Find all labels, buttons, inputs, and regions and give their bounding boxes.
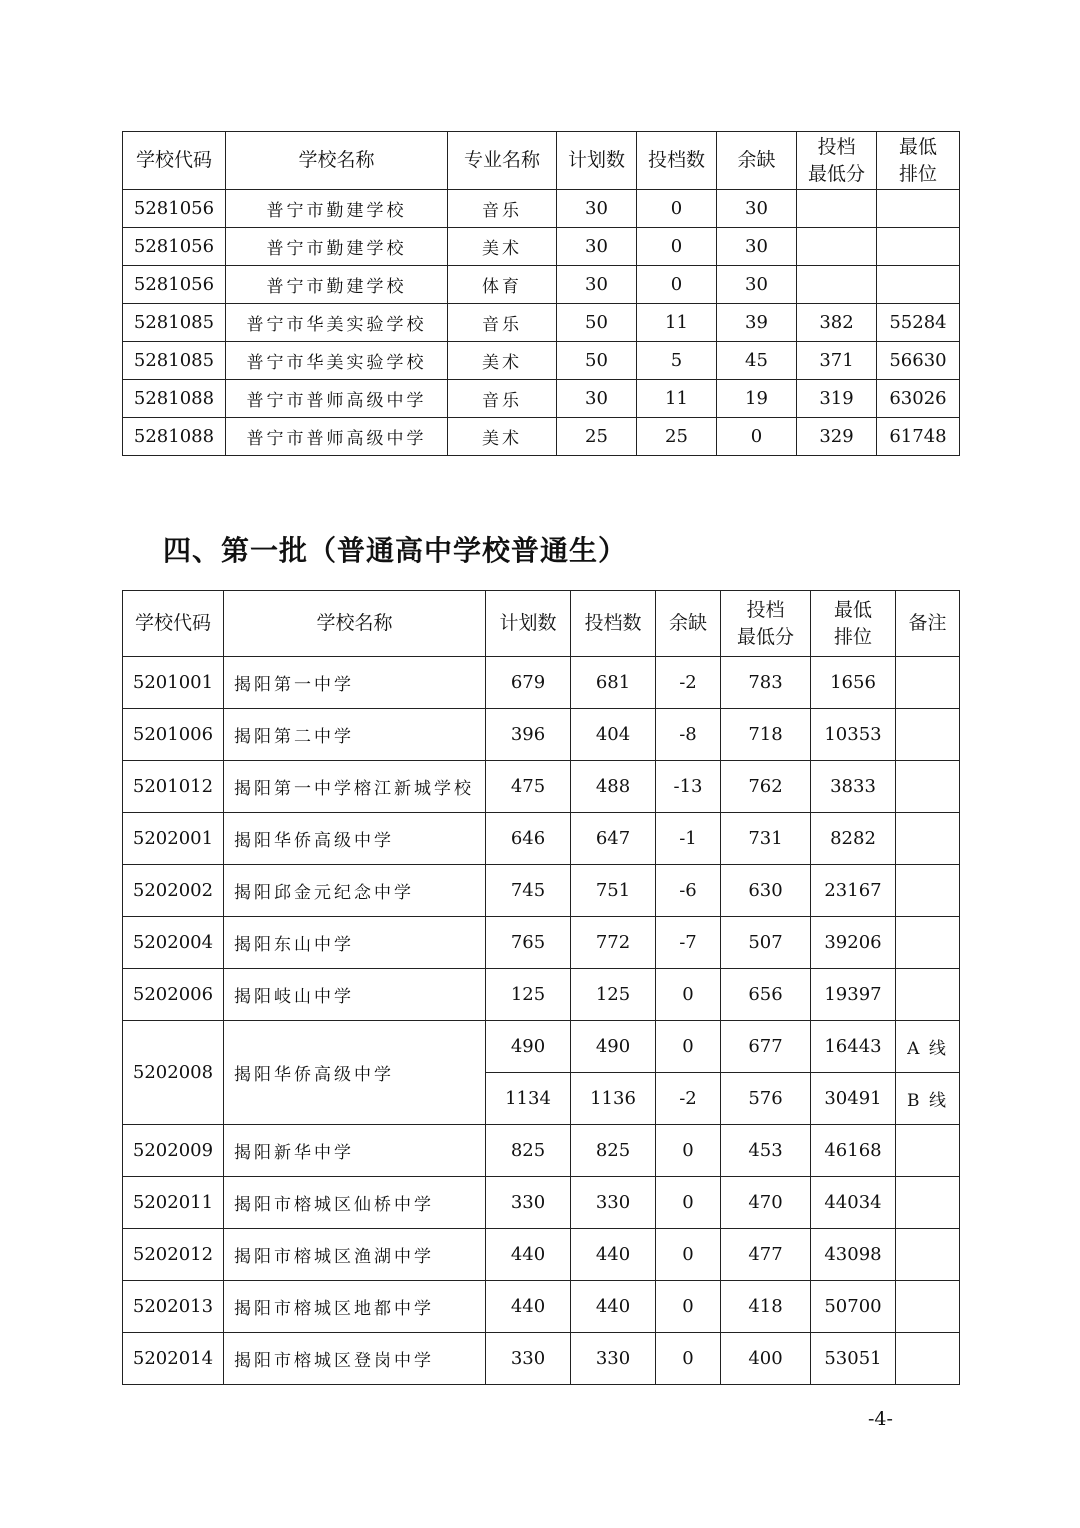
school-name-cell: 普宁市勤建学校 xyxy=(226,266,448,304)
note-cell xyxy=(896,709,960,761)
admitted-count-cell: 1136 xyxy=(571,1073,656,1125)
min-score-cell: 576 xyxy=(721,1073,811,1125)
min-score-cell: 677 xyxy=(721,1021,811,1073)
table-row xyxy=(123,969,960,1021)
plan-count-cell: 679 xyxy=(486,657,571,709)
min-score-cell: 630 xyxy=(721,865,811,917)
school-code-cell: 5202006 xyxy=(123,969,224,1021)
table-header-row xyxy=(123,591,960,657)
table-row xyxy=(123,813,960,865)
min-score-cell: 329 xyxy=(797,418,877,456)
table-row xyxy=(123,1281,960,1333)
plan-count-cell: 440 xyxy=(486,1229,571,1281)
plan-count-cell: 490 xyxy=(486,1021,571,1073)
min-score-cell: 783 xyxy=(721,657,811,709)
school-name-cell: 揭阳市榕城区地都中学 xyxy=(224,1281,486,1333)
min-score-cell xyxy=(797,266,877,304)
school-name-cell: 揭阳市榕城区登岗中学 xyxy=(224,1333,486,1385)
min-rank-cell: 50700 xyxy=(811,1281,896,1333)
major-name-cell: 美术 xyxy=(448,228,557,266)
major-name-cell: 美术 xyxy=(448,342,557,380)
min-score-cell: 418 xyxy=(721,1281,811,1333)
school-name-cell: 揭阳第二中学 xyxy=(224,709,486,761)
admitted-count-cell: 25 xyxy=(637,418,717,456)
gap-cell: 0 xyxy=(717,418,797,456)
note-cell xyxy=(896,657,960,709)
admitted-count-cell: 404 xyxy=(571,709,656,761)
school-name-cell: 普宁市华美实验学校 xyxy=(226,304,448,342)
school-code-cell: 5201012 xyxy=(123,761,224,813)
table-row xyxy=(123,342,960,380)
plan-count-cell: 25 xyxy=(557,418,637,456)
note-cell xyxy=(896,1281,960,1333)
school-code-cell: 5202013 xyxy=(123,1281,224,1333)
gap-cell: 0 xyxy=(656,1229,721,1281)
section-title: 四、第一批（普通高中学校普通生） xyxy=(163,534,628,567)
min-rank-cell: 56630 xyxy=(877,342,960,380)
school-code-cell: 5202014 xyxy=(123,1333,224,1385)
admitted-count-cell: 440 xyxy=(571,1229,656,1281)
table-row xyxy=(123,917,960,969)
gap-cell: 0 xyxy=(656,1281,721,1333)
major-name-cell: 音乐 xyxy=(448,190,557,228)
col-min-rank-line2: 排位 xyxy=(833,625,872,648)
admitted-count-cell: 0 xyxy=(637,190,717,228)
plan-count-cell: 50 xyxy=(557,342,637,380)
min-rank-cell: 55284 xyxy=(877,304,960,342)
min-score-cell: 656 xyxy=(721,969,811,1021)
school-code-cell: 5202001 xyxy=(123,813,224,865)
col-min-rank-line1: 最低 xyxy=(833,598,872,621)
school-name-cell: 揭阳第一中学 xyxy=(224,657,486,709)
min-rank-cell: 53051 xyxy=(811,1333,896,1385)
min-score-cell: 731 xyxy=(721,813,811,865)
school-name-cell: 揭阳华侨高级中学 xyxy=(224,813,486,865)
plan-count-cell: 30 xyxy=(557,228,637,266)
col-min-score-line2: 最低分 xyxy=(736,625,794,648)
min-score-cell: 319 xyxy=(797,380,877,418)
note-cell xyxy=(896,1229,960,1281)
min-rank-cell: 16443 xyxy=(811,1021,896,1073)
col-min-rank xyxy=(811,591,896,657)
plan-count-cell: 440 xyxy=(486,1281,571,1333)
col-min-rank-line1: 最低 xyxy=(898,135,937,158)
school-name-cell: 揭阳华侨高级中学 xyxy=(224,1021,486,1125)
plan-count-cell: 745 xyxy=(486,865,571,917)
gap-cell: -13 xyxy=(656,761,721,813)
gap-cell: -2 xyxy=(656,657,721,709)
note-cell: B 线 xyxy=(896,1073,960,1125)
major-name-cell: 音乐 xyxy=(448,304,557,342)
table-row xyxy=(123,1177,960,1229)
school-code-cell: 5281085 xyxy=(123,342,226,380)
col-min-rank xyxy=(877,132,960,190)
min-score-cell: 382 xyxy=(797,304,877,342)
plan-count-cell: 1134 xyxy=(486,1073,571,1125)
admitted-count-cell: 825 xyxy=(571,1125,656,1177)
school-code-cell: 5281056 xyxy=(123,228,226,266)
school-name-cell: 揭阳第一中学榕江新城学校 xyxy=(224,761,486,813)
gap-cell: 0 xyxy=(656,969,721,1021)
note-cell xyxy=(896,917,960,969)
admitted-count-cell: 0 xyxy=(637,266,717,304)
table-row xyxy=(123,380,960,418)
note-cell xyxy=(896,865,960,917)
school-name-cell: 普宁市普师高级中学 xyxy=(226,380,448,418)
min-rank-cell: 46168 xyxy=(811,1125,896,1177)
gap-cell: 30 xyxy=(717,190,797,228)
admitted-count-cell: 11 xyxy=(637,380,717,418)
admitted-count-cell: 125 xyxy=(571,969,656,1021)
col-admitted-count: 投档数 xyxy=(637,132,717,190)
min-rank-cell: 19397 xyxy=(811,969,896,1021)
table-row xyxy=(123,1125,960,1177)
school-code-cell: 5281085 xyxy=(123,304,226,342)
col-min-score-line1: 投档 xyxy=(817,135,856,158)
admitted-count-cell: 440 xyxy=(571,1281,656,1333)
major-name-cell: 美术 xyxy=(448,418,557,456)
note-cell xyxy=(896,1333,960,1385)
col-plan-count: 计划数 xyxy=(557,132,637,190)
min-rank-cell: 43098 xyxy=(811,1229,896,1281)
table-row xyxy=(123,657,960,709)
school-name-cell: 普宁市华美实验学校 xyxy=(226,342,448,380)
min-score-cell: 507 xyxy=(721,917,811,969)
col-school-code: 学校代码 xyxy=(123,132,226,190)
admitted-count-cell: 647 xyxy=(571,813,656,865)
school-code-cell: 5202008 xyxy=(123,1021,224,1125)
plan-count-cell: 330 xyxy=(486,1177,571,1229)
col-note: 备注 xyxy=(896,591,960,657)
min-rank-cell xyxy=(877,228,960,266)
school-code-cell: 5201001 xyxy=(123,657,224,709)
min-rank-cell: 39206 xyxy=(811,917,896,969)
note-cell xyxy=(896,813,960,865)
plan-count-cell: 330 xyxy=(486,1333,571,1385)
min-score-cell: 453 xyxy=(721,1125,811,1177)
plan-count-cell: 396 xyxy=(486,709,571,761)
plan-count-cell: 475 xyxy=(486,761,571,813)
gap-cell: 0 xyxy=(656,1333,721,1385)
school-code-cell: 5281088 xyxy=(123,418,226,456)
school-name-cell: 揭阳市榕城区渔湖中学 xyxy=(224,1229,486,1281)
min-rank-cell xyxy=(877,190,960,228)
school-name-cell: 揭阳新华中学 xyxy=(224,1125,486,1177)
min-rank-cell: 61748 xyxy=(877,418,960,456)
note-cell xyxy=(896,1125,960,1177)
table-row xyxy=(123,1021,960,1073)
min-rank-cell: 44034 xyxy=(811,1177,896,1229)
school-code-cell: 5202011 xyxy=(123,1177,224,1229)
school-code-cell: 5201006 xyxy=(123,709,224,761)
page-number: -4- xyxy=(868,1408,893,1430)
gap-cell: 0 xyxy=(656,1125,721,1177)
admitted-count-cell: 490 xyxy=(571,1021,656,1073)
gap-cell: -7 xyxy=(656,917,721,969)
gap-cell: -6 xyxy=(656,865,721,917)
col-min-score-line2: 最低分 xyxy=(807,162,865,185)
gap-cell: 19 xyxy=(717,380,797,418)
plan-count-cell: 30 xyxy=(557,266,637,304)
col-gap: 余缺 xyxy=(717,132,797,190)
min-score-cell: 400 xyxy=(721,1333,811,1385)
col-plan-count: 计划数 xyxy=(486,591,571,657)
admitted-count-cell: 772 xyxy=(571,917,656,969)
plan-count-cell: 765 xyxy=(486,917,571,969)
plan-count-cell: 30 xyxy=(557,380,637,418)
school-name-cell: 普宁市普师高级中学 xyxy=(226,418,448,456)
school-code-cell: 5202002 xyxy=(123,865,224,917)
school-code-cell: 5202012 xyxy=(123,1229,224,1281)
admitted-count-cell: 330 xyxy=(571,1177,656,1229)
note-cell xyxy=(896,1177,960,1229)
arts-admission-table xyxy=(122,131,960,456)
col-school-code: 学校代码 xyxy=(123,591,224,657)
min-rank-cell: 1656 xyxy=(811,657,896,709)
major-name-cell: 音乐 xyxy=(448,380,557,418)
table-header-row xyxy=(123,132,960,190)
col-school-name: 学校名称 xyxy=(226,132,448,190)
min-score-cell: 762 xyxy=(721,761,811,813)
col-min-score xyxy=(721,591,811,657)
gap-cell: -1 xyxy=(656,813,721,865)
min-rank-cell: 23167 xyxy=(811,865,896,917)
admitted-count-cell: 751 xyxy=(571,865,656,917)
admitted-count-cell: 330 xyxy=(571,1333,656,1385)
min-rank-cell: 63026 xyxy=(877,380,960,418)
school-code-cell: 5202004 xyxy=(123,917,224,969)
admitted-count-cell: 488 xyxy=(571,761,656,813)
min-rank-cell: 3833 xyxy=(811,761,896,813)
admitted-count-cell: 11 xyxy=(637,304,717,342)
table-row xyxy=(123,190,960,228)
col-admitted-count: 投档数 xyxy=(571,591,656,657)
col-min-score xyxy=(797,132,877,190)
major-name-cell: 体育 xyxy=(448,266,557,304)
school-name-cell: 揭阳东山中学 xyxy=(224,917,486,969)
gap-cell: 30 xyxy=(717,266,797,304)
school-name-cell: 普宁市勤建学校 xyxy=(226,228,448,266)
school-code-cell: 5281056 xyxy=(123,190,226,228)
plan-count-cell: 30 xyxy=(557,190,637,228)
table-row xyxy=(123,266,960,304)
min-rank-cell: 10353 xyxy=(811,709,896,761)
col-gap: 余缺 xyxy=(656,591,721,657)
min-score-cell: 718 xyxy=(721,709,811,761)
school-code-cell: 5281056 xyxy=(123,266,226,304)
min-score-cell: 371 xyxy=(797,342,877,380)
table-row xyxy=(123,761,960,813)
gap-cell: 0 xyxy=(656,1021,721,1073)
gap-cell: 0 xyxy=(656,1177,721,1229)
col-min-rank-line2: 排位 xyxy=(898,162,937,185)
admitted-count-cell: 0 xyxy=(637,228,717,266)
table-row xyxy=(123,418,960,456)
min-rank-cell xyxy=(877,266,960,304)
gap-cell: -2 xyxy=(656,1073,721,1125)
plan-count-cell: 125 xyxy=(486,969,571,1021)
gap-cell: 30 xyxy=(717,228,797,266)
school-code-cell: 5202009 xyxy=(123,1125,224,1177)
note-cell xyxy=(896,761,960,813)
school-code-cell: 5281088 xyxy=(123,380,226,418)
min-score-cell: 477 xyxy=(721,1229,811,1281)
table-row xyxy=(123,1229,960,1281)
col-school-name: 学校名称 xyxy=(224,591,486,657)
min-score-cell: 470 xyxy=(721,1177,811,1229)
min-score-cell xyxy=(797,228,877,266)
school-name-cell: 揭阳岐山中学 xyxy=(224,969,486,1021)
school-name-cell: 揭阳市榕城区仙桥中学 xyxy=(224,1177,486,1229)
note-cell: A 线 xyxy=(896,1021,960,1073)
min-score-cell xyxy=(797,190,877,228)
table-row xyxy=(123,228,960,266)
table-row xyxy=(123,1333,960,1385)
school-name-cell: 普宁市勤建学校 xyxy=(226,190,448,228)
col-min-score-line1: 投档 xyxy=(746,598,785,621)
table-row xyxy=(123,865,960,917)
admitted-count-cell: 681 xyxy=(571,657,656,709)
min-rank-cell: 30491 xyxy=(811,1073,896,1125)
plan-count-cell: 825 xyxy=(486,1125,571,1177)
gap-cell: 39 xyxy=(717,304,797,342)
table-row xyxy=(123,709,960,761)
gap-cell: 45 xyxy=(717,342,797,380)
table-row xyxy=(123,304,960,342)
admitted-count-cell: 5 xyxy=(637,342,717,380)
first-batch-admission-table xyxy=(122,590,960,1385)
min-rank-cell: 8282 xyxy=(811,813,896,865)
plan-count-cell: 646 xyxy=(486,813,571,865)
school-name-cell: 揭阳邱金元纪念中学 xyxy=(224,865,486,917)
col-major-name: 专业名称 xyxy=(448,132,557,190)
plan-count-cell: 50 xyxy=(557,304,637,342)
gap-cell: -8 xyxy=(656,709,721,761)
note-cell xyxy=(896,969,960,1021)
